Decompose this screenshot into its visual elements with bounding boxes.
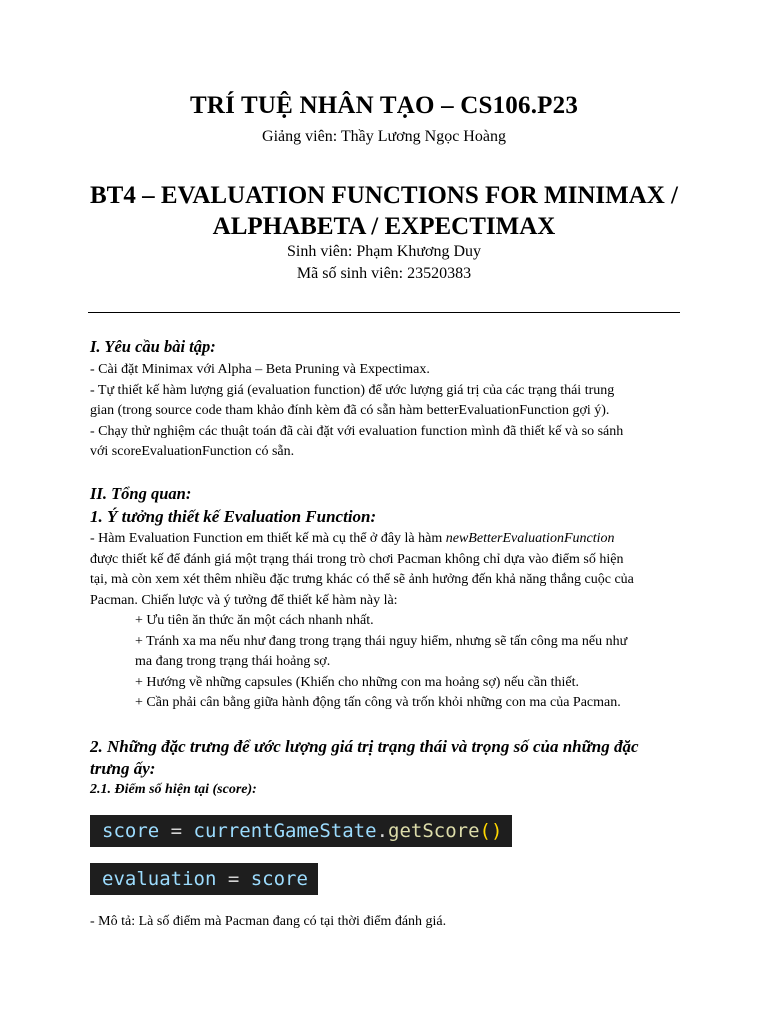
lecturer-line: Giảng viên: Thầy Lương Ngọc Hoàng [262, 128, 506, 145]
intro-first-line [90, 529, 680, 550]
code-token: = [159, 820, 194, 842]
divider [88, 312, 680, 313]
sub1-body [90, 529, 680, 611]
list-item: + Hướng về những capsules (Khiến cho những con ma hoảng sợ) nếu cần thiết. [135, 674, 579, 690]
section2-heading: II. Tổng quan: [90, 484, 192, 503]
list-item: + Cần phải cân bằng giữa hành động tấn công và trốn khỏi những con ma của Pacman. [135, 695, 621, 710]
strategy-list [135, 611, 680, 714]
assignment-title: BT4 – EVALUATION FUNCTIONS FOR MINIMAX / ALPHABETA / EXPECTIMAX [89, 182, 678, 240]
code-token: evaluation [102, 868, 217, 890]
list-item: + Ưu tiên ăn thức ăn một cách nhanh nhất. [135, 613, 374, 628]
sub21-heading: 2.1. Điểm số hiện tại (score): [90, 782, 257, 797]
code-token: score [250, 868, 308, 890]
section1-heading: I. Yêu cầu bài tập: [90, 337, 216, 356]
code-token: getScore [388, 820, 480, 842]
sub1-heading: 1. Ý tưởng thiết kế Evaluation Function: [90, 507, 377, 526]
code-token: = [216, 868, 251, 890]
code-token: currentGameState [193, 820, 377, 842]
section1-body [90, 360, 680, 463]
sub2-heading-line: trưng ấy: [90, 759, 156, 778]
code-snippet-score [90, 815, 512, 847]
section1-line: - Chạy thử nghiệm các thuật toán đã cài đặt với evaluation function mình đã thiết kế và so sánh [90, 423, 624, 439]
intro-line: tại, mà còn xem xét thêm nhiều đặc trưng khác có thể sẽ ảnh hưởng đến khả năng thắng cuộc của [90, 572, 634, 587]
list-item: + Tránh xa ma nếu như đang trong trạng thái nguy hiểm, nhưng sẽ tấn công ma nếu như [135, 633, 628, 649]
student-id: Mã số sinh viên: 23520383 [296, 265, 472, 282]
intro-prefix: - Hàm Evaluation Function em thiết kế mà cụ thể ở đây là hàm [90, 531, 446, 546]
code-snippet-evaluation [90, 863, 318, 895]
intro-line: được thiết kế để đánh giá một trạng thái trong trò chơi Pacman không chỉ dựa vào điểm số hiện [90, 551, 624, 567]
sub2-heading-line: 2. Những đặc trưng để ước lượng giá trị trạng thái và trọng số của những đặc [90, 737, 639, 756]
student-name: Sinh viên: Phạm Khương Duy [286, 243, 482, 260]
intro-line: Pacman. Chiến lược và ý tưởng để thiết kế hàm này là: [90, 592, 398, 608]
score-description: - Mô tả: Là số điểm mà Pacman đang có tại thời điểm đánh giá. [90, 914, 447, 929]
sub2-heading [90, 736, 639, 780]
course-title: TRÍ TUỆ NHÂN TẠO – CS106.P23 [189, 92, 579, 119]
section1-line: - Tự thiết kế hàm lượng giá (evaluation function) để ước lượng giá trị của các trạng thái trung [90, 382, 615, 398]
code-token: () [479, 820, 503, 842]
section1-line: với scoreEvaluationFunction có sẵn. [90, 444, 295, 459]
section1-line: gian (trong source code tham khảo đính kèm đã có sẵn hàm betterEvaluationFunction gợi ý). [90, 403, 610, 418]
intro-function-name: newBetterEvaluationFunction [445, 531, 615, 546]
code-token: score [102, 820, 160, 842]
section1-line: - Cài đặt Minimax với Alpha – Beta Pruning và Expectimax. [90, 362, 430, 377]
code-token: . [376, 820, 389, 842]
list-item: ma đang trong trạng thái hoảng sợ. [135, 654, 331, 669]
student-info [0, 241, 768, 285]
